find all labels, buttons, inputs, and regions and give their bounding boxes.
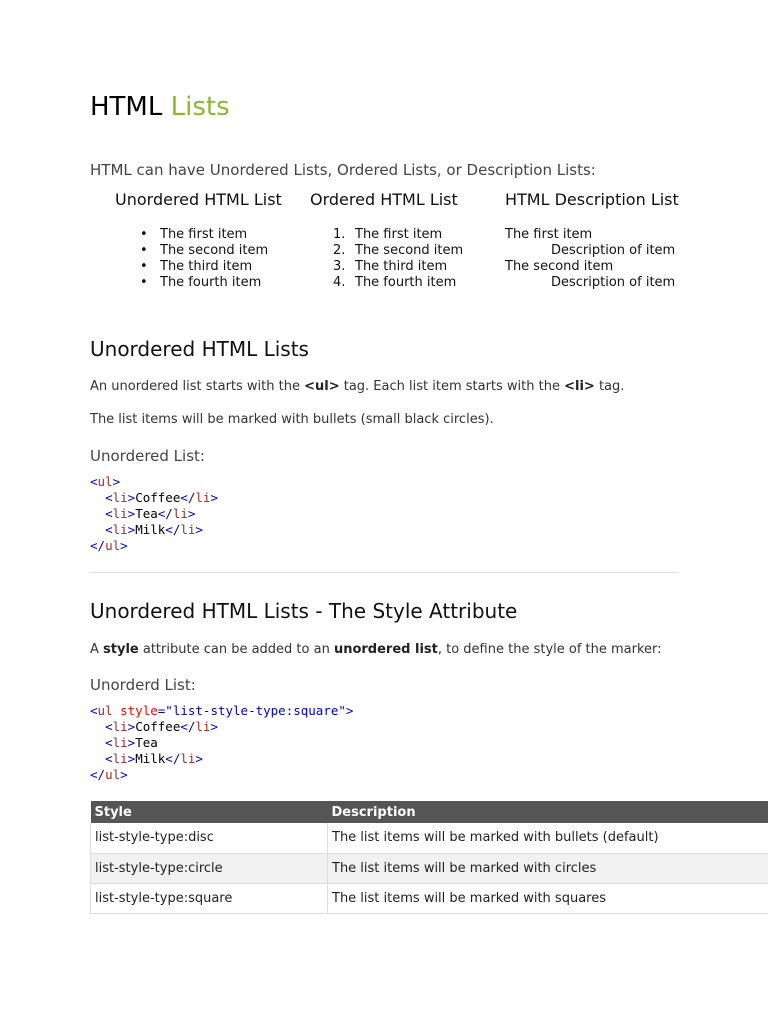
table-cell: list-style-type:square [91, 883, 328, 913]
code-example-style: <ul style="list-style-type:square"> <li>Coffee</li> <li>Tea <li>Milk</li> </ul> [90, 703, 354, 782]
code-example-unordered: <ul> <li>Coffee</li> <li>Tea</li> <li>Milk</li> </ul> [90, 474, 218, 553]
description-demo-list [505, 227, 675, 291]
table-header-style: Style [91, 801, 328, 823]
intro-text: HTML can have Unordered Lists, Ordered Lists, or Description Lists: [90, 161, 596, 179]
table-row [91, 853, 768, 883]
table-header-row [91, 801, 768, 823]
table-cell: The list items will be marked with circles [328, 853, 768, 883]
page-title: HTML Lists [90, 92, 230, 122]
table-cell: list-style-type:disc [91, 823, 328, 853]
unordered-intro-text: An unordered list starts with the <ul> tag. Each list item starts with the <li> tag. [90, 379, 625, 394]
list-item: • The third item [140, 259, 268, 275]
list-item: 2. The second item [333, 243, 464, 258]
list-item: 4. The fourth item [333, 275, 457, 290]
list-item: 1. The first item [333, 227, 443, 242]
ordered-demo-heading: Ordered HTML List [310, 190, 458, 209]
desc-detail: Description of item [551, 243, 676, 258]
example-label: Unordered List: [90, 447, 205, 465]
list-item: • The second item [140, 243, 268, 259]
example-label: Unorderd List: [90, 676, 196, 694]
section-heading-unordered: Unordered HTML Lists [90, 337, 309, 361]
table-row [91, 823, 768, 853]
table-cell: list-style-type:circle [91, 853, 328, 883]
desc-detail: Description of item [551, 275, 676, 290]
unordered-demo-list [140, 227, 268, 291]
unordered-demo-heading: Unordered HTML List [115, 190, 282, 209]
table-cell: The list items will be marked with squares [328, 883, 768, 913]
desc-term: The second item [505, 259, 614, 274]
style-attribute-text: A style attribute can be added to an unordered list, to define the style of the marker: [90, 642, 662, 657]
list-item: • The fourth item [140, 275, 268, 291]
section-divider [90, 572, 678, 573]
desc-term: The first item [505, 227, 593, 242]
description-demo-heading: HTML Description List [505, 190, 679, 209]
list-style-table [90, 801, 768, 914]
table-row [91, 883, 768, 913]
ordered-demo-list [333, 227, 463, 291]
section-heading-style-attribute: Unordered HTML Lists - The Style Attribute [90, 599, 518, 623]
list-item: 3. The third item [333, 259, 448, 274]
bullets-note: The list items will be marked with bullets (small black circles). [90, 412, 494, 427]
table-cell: The list items will be marked with bullets (default) [328, 823, 768, 853]
table-header-description: Description [328, 801, 768, 823]
list-item: • The first item [140, 227, 268, 243]
